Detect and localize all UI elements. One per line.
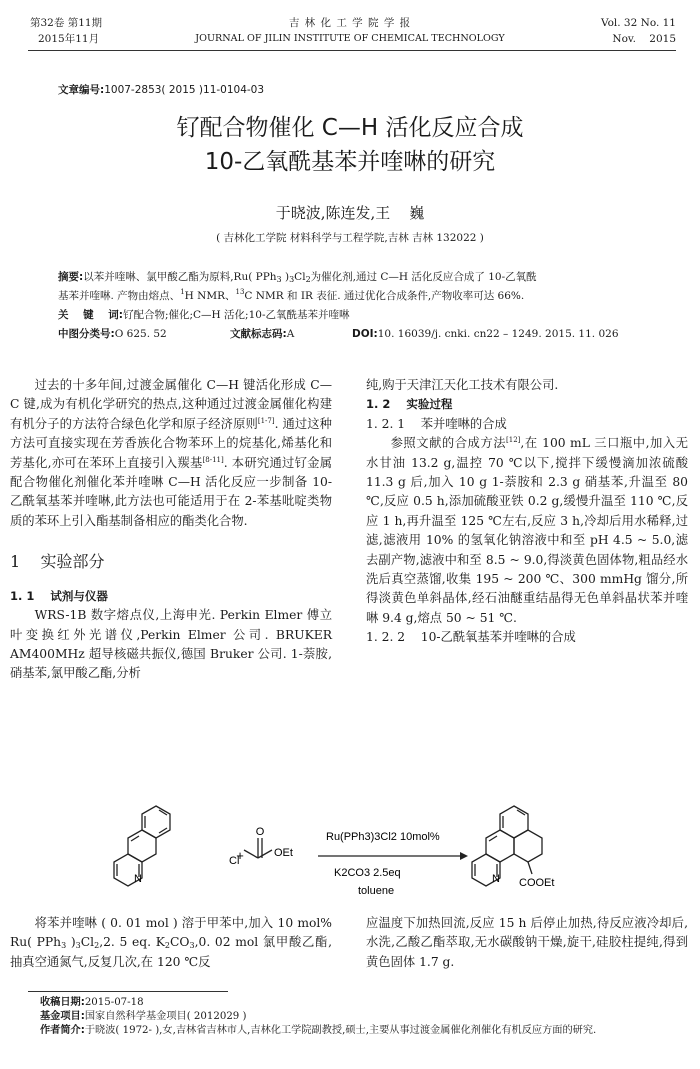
citation: [8-11] — [202, 455, 224, 464]
left-column — [10, 376, 332, 684]
cooet-label: COOEt — [519, 877, 555, 889]
article-id-value: 1007-2853( 2015 )11-0104-03 — [104, 84, 265, 96]
doc-code-value: A — [286, 328, 295, 340]
reaction-scheme — [100, 798, 600, 904]
received-date: 2015-07-18 — [84, 997, 144, 1008]
header-volume-en: Vol. 32 No. 11 — [600, 17, 676, 29]
plus-sign: + — [236, 848, 244, 863]
subsection-heading: 1. 1 试剂与仪器 — [10, 589, 108, 604]
ethyl-chloroformate — [244, 838, 272, 858]
header-date-en: Nov. 2015 — [612, 33, 676, 45]
intro-paragraph — [10, 376, 332, 531]
doi-value: 10. 16039/j. cnki. cn22 – 1249. 2015. 11. 026 — [377, 328, 619, 340]
doi-label: DOI: — [352, 328, 378, 340]
procedure-text: CO — [170, 935, 190, 950]
subscript: 2 — [94, 941, 100, 951]
author-bio-label: 作者简介: — [40, 1025, 85, 1037]
carbonyl-o-label: O — [255, 826, 265, 838]
abstract-label: 摘要: — [58, 271, 84, 283]
keywords-text: 钌配合物;催化;C—H 活化;10-乙氧酰基苯并喹啉 — [122, 309, 350, 321]
abstract-text: C NMR 和 IR 表征. 通过优化合成条件,产物收率可达 66%. — [244, 290, 525, 302]
right-column — [366, 376, 688, 648]
header-volume-issue: 第32卷 第11期 — [30, 17, 103, 29]
abstract-sub: 2 — [305, 275, 311, 284]
clc-label: 中图分类号: — [58, 328, 115, 340]
base-label: K2CO3 2.5eq — [334, 867, 401, 879]
fund-value: 国家自然科学基金项目( 2012029 ) — [84, 1011, 247, 1023]
affiliation: ( 吉林化工学院 材料科学与工程学院,吉林 吉林 132022 ) — [216, 232, 484, 244]
abstract-text: 基苯并喹啉. 产物由熔点、 — [58, 290, 181, 302]
procedure-paragraph — [10, 914, 332, 972]
reagents-paragraph: WRS-1B 数字熔点仪,上海申光. Perkin Elmer 傅立叶变换红外光谱仪,Perkin Elmer 公司. BRUKER AM400MHz 超导核磁共振仪,德国 Bruker 公司. 1-萘胺,硝基苯,氯甲酸乙酯,分析 — [10, 608, 332, 681]
procedure-text: ,2. 5 eq. K — [99, 935, 165, 950]
abstract-text: ) — [281, 271, 290, 283]
abstract-sub: 3 — [289, 275, 295, 284]
abstract-text: 以苯并喹啉、氯甲酸乙酯为原料,Ru( PPh — [83, 271, 277, 283]
synthesis-text: ,在 100 mL 三口瓶中,加入无水甘油 13.2 g,温控 70 ℃以下,搅拌下缓慢滴加浓硫酸 11.3 g 后,加入 10 g 1-萘胺和 2.3 g 硝基苯,升温至 80 ℃,反应 0.5 h,添加硫酸亚铁 0.2 g,缓慢升温至 110 ℃,反应 1 h,再升温至 125 ℃左右,反应 3 h,冷却后用水稀释,过滤,滤液用 10% 的氢氧化钠溶液中和至 pH 4.5 ~ 5.0,滤去副产物,滤液中和至 8.5 ~ 9.0,得淡黄色固体物,粗品经水洗后真空蒸馏,收集 195 ~ 200 ℃、300 mmHg 馏分,所得淡黄色单斜晶体,经石油醚重结晶得无色单斜晶状苯并喹啉 9.4 g,熔点 50 ~ 51 ℃. — [366, 436, 688, 625]
oet-label: OEt — [274, 847, 293, 859]
title-line-1: 钌配合物催化 C—H 活化反应合成 — [176, 115, 524, 141]
subscript: 2 — [164, 941, 170, 951]
intro-text: 过去的十多年间,过渡金属催化 C—H 键活化形成 C—C 键,成为有机化学研究的热点,这种通过过渡金属催化构建有机分子的方法符合绿色化学和原子经济原则 — [10, 378, 332, 431]
footnote-rule — [28, 991, 228, 992]
footnotes — [40, 996, 690, 1039]
subscript: 3 — [61, 941, 67, 951]
header-rule — [28, 50, 676, 51]
article-id-label: 文章编号: — [58, 84, 105, 96]
nitrogen-label: N — [134, 873, 142, 885]
reagents-continued: 纯,购于天津江天化工技术有限公司. — [366, 378, 559, 392]
title-line-2: 10-乙氧酰基苯并喹啉的研究 — [204, 149, 496, 175]
abstract — [58, 268, 652, 344]
procedure-text: ,0. 02 mol 氯甲酸乙酯,抽真空通氮气,反复几次,在 120 ℃反 — [10, 935, 333, 969]
abstract-text: H NMR、 — [184, 290, 236, 302]
synthesis-text: 参照文献的合成方法 — [390, 436, 507, 451]
intro-text: . 本研究通过钌金属配合物催化剂催化苯并喹啉 C—H 活化反应一步制备 10-乙酰氧基苯并喹啉,此方法也可能适用于在 2-苯基吡啶类物质的苯环上引入酯基制备相应的酯类化合物. — [10, 455, 332, 528]
procedure-text: ) — [66, 935, 76, 950]
header-journal-cn: 吉 林 化 工 学 院 学 报 — [288, 17, 412, 29]
subsection-heading: 1. 2 实验过程 — [366, 397, 453, 412]
article-id — [58, 82, 264, 97]
abstract-sub: 3 — [276, 275, 282, 284]
subscript: 3 — [75, 941, 81, 951]
subsubsection-heading: 1. 2. 1 苯并喹啉的合成 — [366, 416, 507, 431]
subsubsection-heading: 1. 2. 2 10-乙酰氧基苯并喹啉的合成 — [366, 630, 576, 645]
doc-code-label: 文献标志码: — [230, 328, 287, 340]
abstract-text: 为催化剂,通过 C—H 活化反应合成了 10-乙氧酰 — [310, 271, 537, 283]
arrow-head — [460, 852, 468, 860]
nitrogen-label: N — [492, 873, 500, 885]
header-journal-en: JOURNAL OF JILIN INSTITUTE OF CHEMICAL TECHNOLOGY — [195, 33, 505, 44]
section-heading: 1 实验部分 — [10, 552, 105, 572]
author-bio: 于晓波( 1972- ),女,吉林省吉林市人,吉林化工学院副教授,硕士,主要从事过渡金属催化剂催化有机反应方面的研究. — [84, 1025, 597, 1037]
keywords-label: 关 键 词: — [58, 309, 123, 321]
cl-label: Cl — [229, 855, 240, 867]
synthesis-paragraph — [366, 434, 688, 628]
procedure-text: Cl — [80, 935, 95, 950]
abstract-text: Cl — [294, 271, 306, 283]
procedure-continued: 应温度下加热回流,反应 15 h 后停止加热,待反应液冷却后,水洗,乙酸乙酯萃取,无水碳酸钠干燥,旋干,硅胶柱提纯,得到黄色固体 1.7 g. — [366, 916, 688, 969]
received-label: 收稿日期: — [40, 997, 85, 1008]
citation: [12] — [506, 436, 521, 445]
fund-label: 基金项目: — [40, 1011, 85, 1023]
abstract-sup: 1 — [180, 288, 185, 296]
header-date: 2015年11月 — [38, 33, 100, 45]
abstract-sup: 13 — [235, 288, 245, 296]
intro-text: . 通过这种方法可直接实现在芳香族化合物苯环上的烷基化,烯基化和芳基化,亦可在苯环上直接引入羰基 — [10, 416, 332, 470]
clc-value: O 625. 52 — [114, 328, 167, 340]
procedure-text: 将苯并喹啉 ( 0. 01 mol ) 溶于甲苯中,加入 10 mol% Ru( PPh — [10, 916, 332, 950]
authors: 于晓波,陈连发,王 巍 — [275, 204, 425, 222]
product-structure — [472, 806, 542, 886]
subscript: 3 — [189, 941, 195, 951]
citation: [1-7] — [257, 416, 275, 425]
solvent-label: toluene — [358, 885, 395, 897]
catalyst-label: Ru(PPh3)3Cl2 10mol% — [326, 831, 440, 843]
benzoquinoline-reactant — [114, 806, 170, 886]
